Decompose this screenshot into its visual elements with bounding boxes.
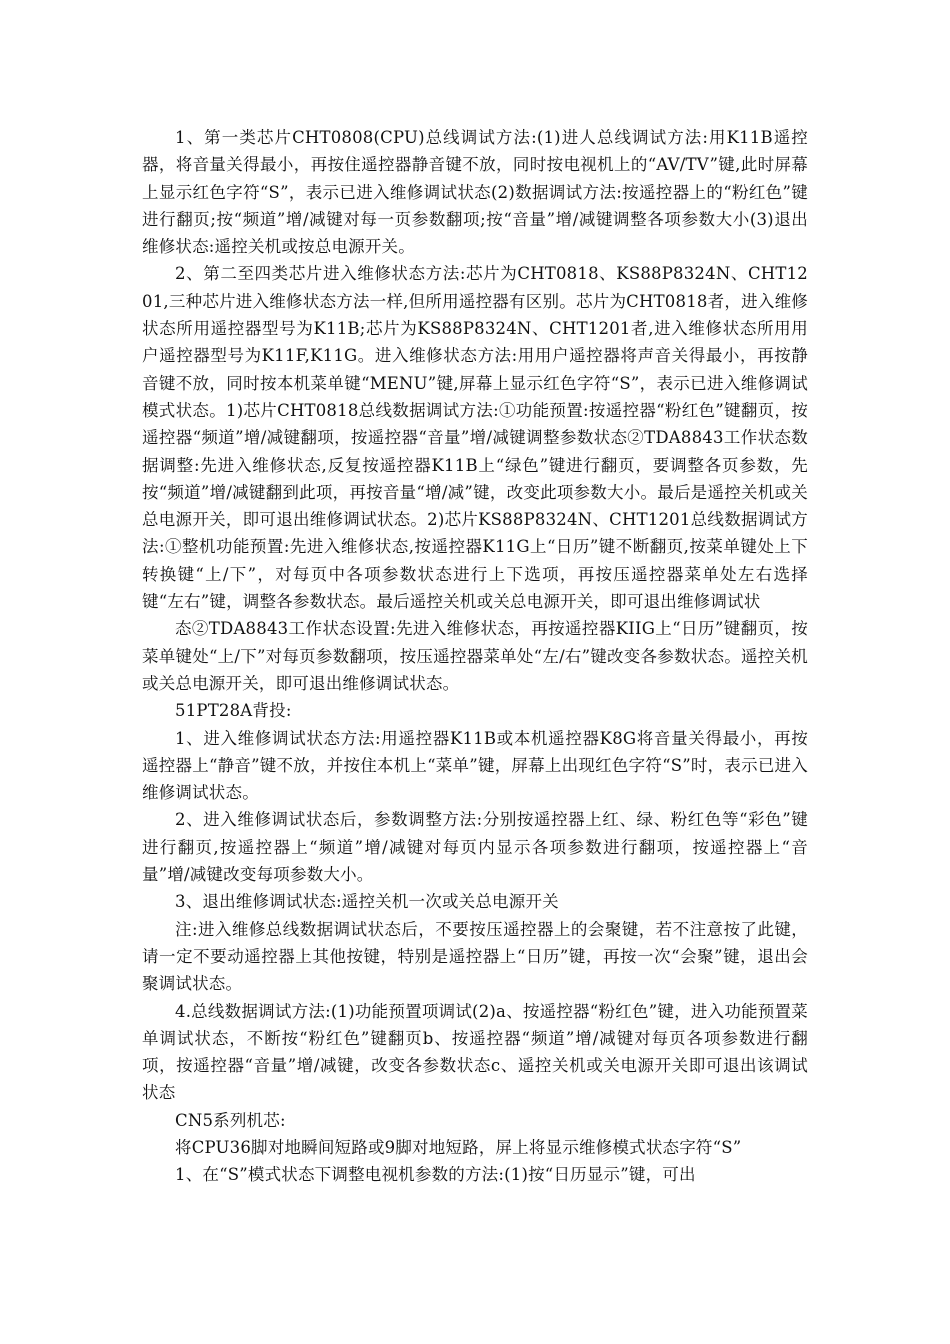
paragraph-chip-type1-debug: 1、第一类芯片CHT0808(CPU)总线调试方法:(1)进人总线调试方法:用K11B遥控器，将音量关得最小，再按住遥控器静音键不放，同时按电视机上的“AV/TV”键,此时屏幕上显示红色字符“S”，表示已进入维修调试状态(2)数据调试方法:按遥控器上的“粉红色”键进行翻页;按“频道”增/减键对每一页参数翻项;按“音量”增/减键调整各项参数大小(3)退出维修状态:遥控关机或按总电源开关。 [142, 128, 808, 257]
paragraph-tda8843-settings: 态②TDA8843工作状态设置:先进入维修状态，再按遥控器KIIG上“日历”键翻页，按菜单键处“上/下”对每页参数翻项，按压遥控器菜单处“左/右”键改变各参数状态。遥控关机或关总电源开关，即可退出维修调试状态。 [142, 619, 808, 693]
paragraph-enter-debug: 1、进入维修调试状态方法:用遥控器K11B或本机遥控器K8G将音量关得最小，再按遥控器上“静音”键不放，并按住本机上“菜单”键，屏幕上出现红色字符“S”时，表示已进入维修调试状态。 [142, 728, 808, 803]
paragraph-s-mode-adjust: 1、在“S”模式状态下调整电视机参数的方法:(1)按“日历显示”键，可出 [175, 1165, 696, 1185]
paragraph-section-51pt28a: 51PT28A背投: [175, 701, 292, 721]
paragraph-bus-data-debug: 4.总线数据调试方法:(1)功能预置项调试(2)a、按遥控器“粉红色”键，进入功能预置菜单调试状态，不断按“粉红色”键翻页b、按遥控器“频道”增/减键对每页各项参数进行翻项，按遥控器“音量”增/减键，改变各参数状态c、遥控关机或关电源开关即可退出该调试状态 [142, 1001, 808, 1103]
paragraph-exit-debug: 3、退出维修调试状态:遥控关机一次或关总电源开关 [175, 892, 559, 912]
paragraph-note: 注:进入维修总线数据调试状态后，不要按压遥控器上的会聚键，若不注意按了此键，请一定不要动遥控器上其他按键，特别是遥控器上“日历”键，再按一次“会聚”键，退出会聚调试状态。 [142, 919, 808, 994]
document-page [142, 124, 808, 1189]
paragraph-chip-type2-4-debug: 2、第二至四类芯片进入维修状态方法:芯片为CHT0818、KS88P8324N、CHT1201,三种芯片进入维修状态方法一样,但所用遥控器有区别。芯片为CHT0818者，进入维修状态所用遥控器型号为K11B;芯片为KS88P8324N、CHT1201者,进入维修状态所用用户遥控器型号为K11F,K11G。进入维修状态方法:用用户遥控器将声音关得最小，再按静音键不放，同时按本机菜单键“MENU”键,屏幕上显示红色字符“S”，表示已进入维修调试模式状态。1)芯片CHT0818总线数据调试方法:①功能预置:按遥控器“粉红色”键翻页，按遥控器“频道”增/减键翻项，按遥控器“音量”增/减键调整参数状态②TDA8843工作状态数据调整:先进入维修状态,反复按遥控器K11B上“绿色”键进行翻页，要调整各页参数，先按“频道”增/减键翻到此项，再按音量“增/减”键，改变此项参数大小。最后是遥控关机或关总电源开关，即可退出维修调试状态。2)芯片KS88P8324N、CHT1201总线数据调试方法:①整机功能预置:先进入维修状态,按遥控器K11G上“日历”键不断翻页,按菜单键处上下转换键“上/下”，对每页中各项参数状态进行上下选项，再按压遥控器菜单处左右选择键“左右”键，调整各参数状态。最后遥控关机或关总电源开关，即可退出维修调试状 [142, 264, 808, 612]
paragraph-adjust-params: 2、进入维修调试状态后，参数调整方法:分别按遥控器上红、绿、粉红色等“彩色”键进行翻页,按遥控器上“频道”增/减键对每页内显示各项参数进行翻项，按遥控器上“音量”增/减键改变每项参数大小。 [142, 810, 808, 885]
paragraph-cpu-short: 将CPU36脚对地瞬间短路或9脚对地短路，屏上将显示维修模式状态字符“S” [175, 1137, 742, 1157]
paragraph-section-cn5: CN5系列机芯: [175, 1110, 286, 1130]
